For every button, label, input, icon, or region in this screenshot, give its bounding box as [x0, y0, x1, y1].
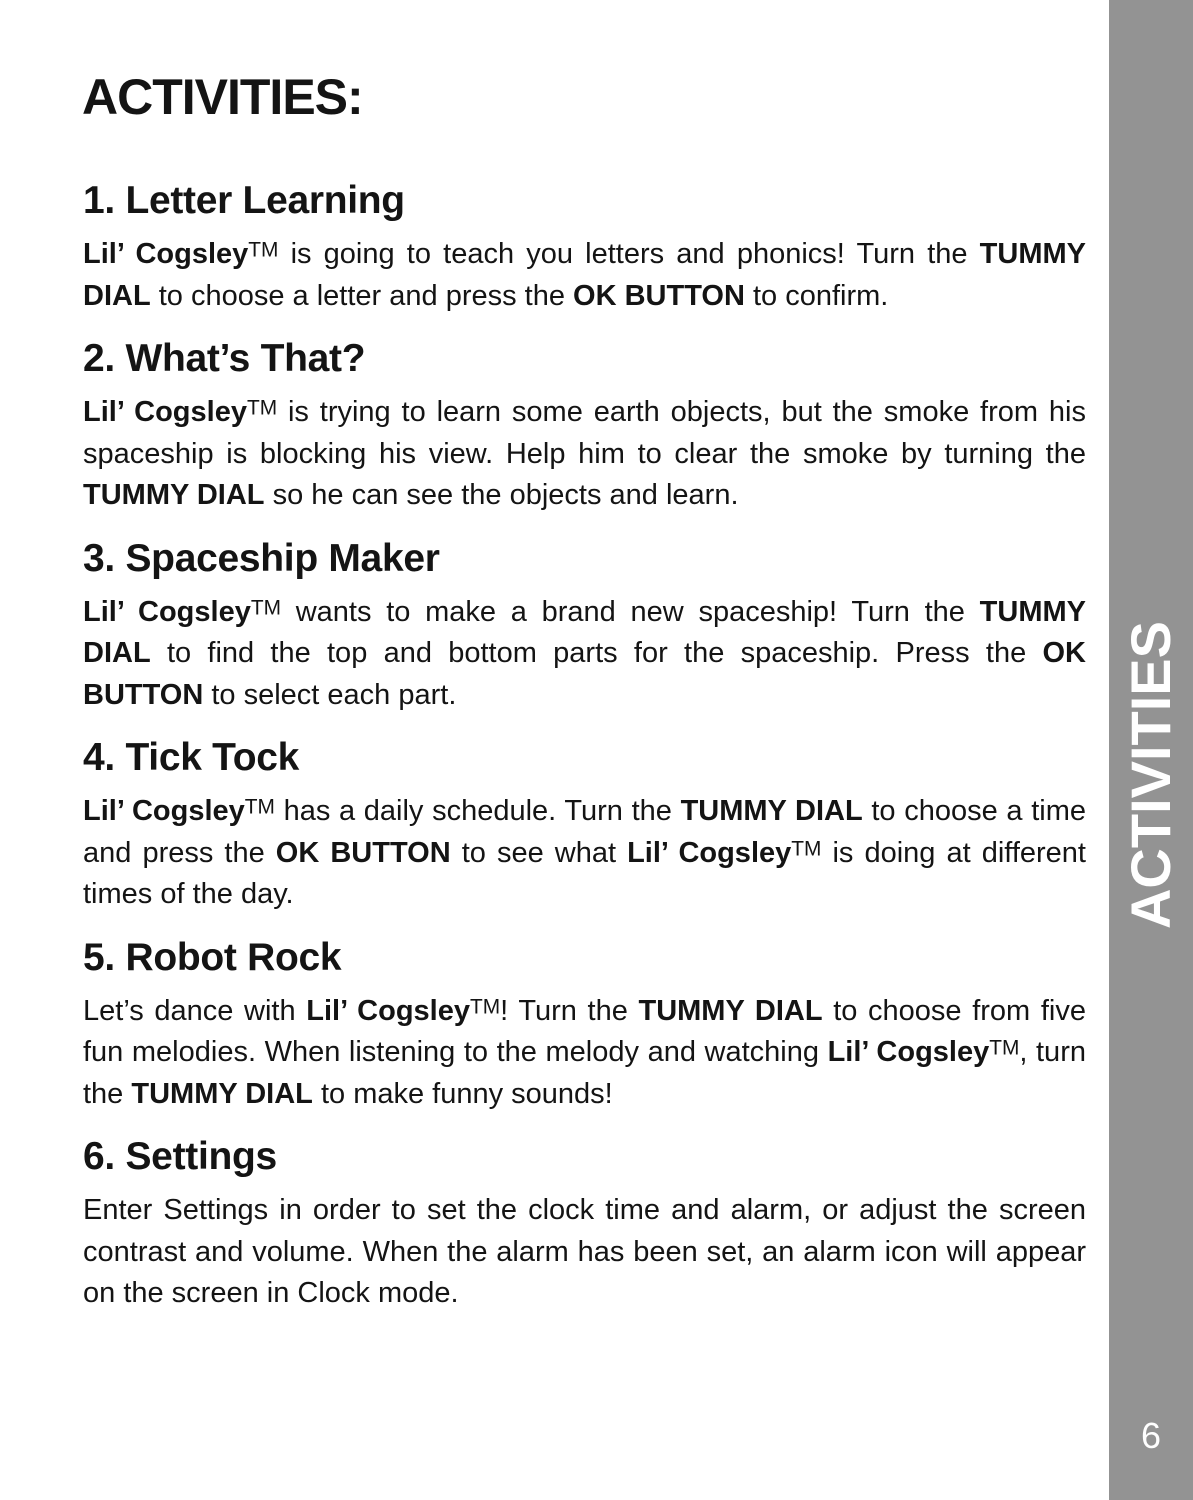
- control-name: TUMMY DIAL: [83, 479, 265, 511]
- product-name: Lil’ Cogsley: [306, 994, 470, 1027]
- body-text: to select each part.: [203, 678, 457, 711]
- body-text: to choose a letter and press the: [150, 279, 574, 312]
- section-body: [83, 392, 1086, 517]
- control-name: TUMMY DIAL: [680, 795, 863, 827]
- side-tab-label: ACTIVITIES: [1119, 620, 1182, 930]
- trademark-mark: TM: [989, 1036, 1020, 1060]
- body-text: to make funny sounds!: [312, 1077, 613, 1110]
- section-tick-tock: [83, 733, 1086, 916]
- body-text: to find the top and bottom parts for the spaceship. Press the: [150, 637, 1043, 669]
- product-name: Lil’ Cogsley: [83, 238, 249, 270]
- control-name: TUMMY DIAL: [83, 238, 1086, 312]
- trademark-mark: TM: [470, 994, 501, 1018]
- product-name: Lil’ Cogsley: [83, 595, 251, 628]
- page-title: ACTIVITIES:: [82, 69, 363, 125]
- section-heading: 3. Spaceship Maker: [83, 536, 440, 580]
- section-whats-that: [83, 334, 1086, 517]
- control-name: TUMMY DIAL: [83, 595, 1086, 669]
- body-text: wants to make a brand new spaceship! Turn the: [280, 595, 980, 628]
- section-heading: 1. Letter Learning: [83, 179, 405, 222]
- trademark-mark: TM: [250, 595, 281, 619]
- trademark-mark: TM: [246, 396, 278, 420]
- section-heading: 6. Settings: [83, 1135, 277, 1178]
- body-text: , turn the: [83, 1036, 1086, 1110]
- section-heading: 5. Robot Rock: [83, 935, 342, 979]
- trademark-mark: TM: [244, 795, 275, 819]
- control-name: OK BUTTON: [275, 836, 451, 869]
- trademark-mark: TM: [248, 238, 279, 262]
- product-name: Lil’ Cogsley: [827, 1036, 990, 1068]
- section-body: [83, 234, 1086, 317]
- body-text: has a daily schedule. Turn the: [274, 795, 681, 827]
- body-text: to choose from five fun melodies. When listening to the melody and watching: [83, 994, 1086, 1068]
- body-text: is doing at different times of the day.: [83, 836, 1086, 910]
- section-body: [83, 1190, 1086, 1315]
- control-name: TUMMY DIAL: [131, 1077, 313, 1110]
- trademark-mark: TM: [791, 836, 822, 860]
- body-text: to see what: [450, 836, 628, 869]
- product-name: Lil’ Cogsley: [83, 795, 245, 827]
- page-number: 6: [1140, 1415, 1162, 1456]
- body-text: to choose a time and press the: [83, 795, 1086, 869]
- section-spaceship-maker: [83, 534, 1086, 717]
- body-text: is going to teach you letters and phonics! Turn the: [278, 238, 980, 270]
- section-body: [83, 991, 1086, 1116]
- body-text: Enter Settings in order to set the clock time and alarm, or adjust the screen contrast and volume. When the alarm has been set, an alarm icon will appear on the screen in Clock mode.: [83, 1194, 1086, 1309]
- section-letter-learning: [83, 176, 1086, 317]
- section-robot-rock: [83, 933, 1086, 1116]
- activities-list: [83, 176, 1086, 1332]
- section-heading: 4. Tick Tock: [83, 736, 300, 779]
- section-body: [83, 592, 1086, 717]
- body-text: to confirm.: [744, 279, 889, 312]
- section-settings: [83, 1132, 1086, 1315]
- body-text: Let’s dance with: [83, 994, 307, 1027]
- control-name: TUMMY DIAL: [638, 994, 823, 1027]
- control-name: OK BUTTON: [83, 637, 1086, 711]
- product-name: Lil’ Cogsley: [627, 836, 792, 869]
- side-tab: [1109, 0, 1193, 1500]
- body-text: so he can see the objects and learn.: [264, 479, 739, 511]
- product-name: Lil’ Cogsley: [83, 396, 247, 428]
- section-heading: 2. What’s That?: [83, 337, 366, 380]
- section-body: [83, 791, 1086, 916]
- body-text: is trying to learn some earth objects, but the smoke from his spaceship is blocking his view. Help him to clear the smoke by turning the: [83, 396, 1086, 470]
- control-name: OK BUTTON: [573, 279, 745, 312]
- body-text: ! Turn the: [500, 994, 639, 1027]
